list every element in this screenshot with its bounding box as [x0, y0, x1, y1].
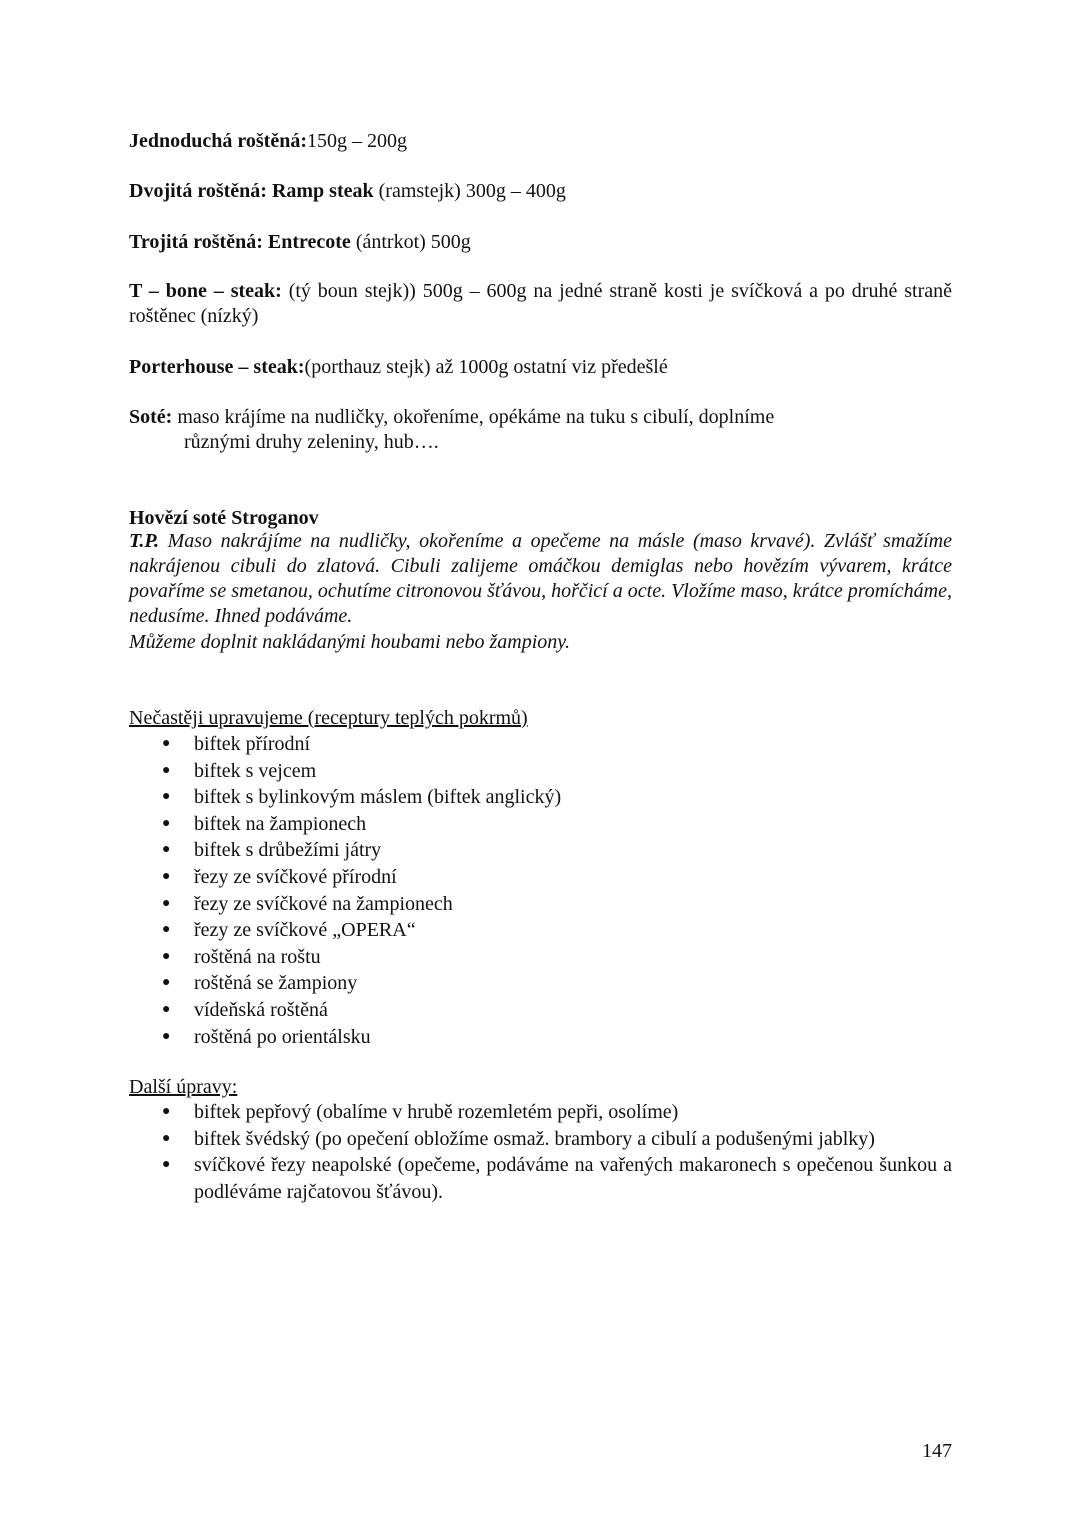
- steak-tbone-label: T – bone – steak:: [129, 280, 282, 302]
- list-item: ● biftek s drůbežími játry: [129, 837, 952, 864]
- list-item: ● roštěná na roštu: [129, 944, 952, 971]
- bullet-icon: ●: [162, 868, 171, 884]
- sote-line-2: různými druhy zeleniny, hub….: [184, 431, 439, 453]
- stroganov-text: [129, 529, 952, 629]
- list-item: ● biftek na žampionech: [129, 811, 952, 838]
- stroganov-body: Maso nakrájíme na nudličky, okořeníme a opečeme na másle (maso krvavé). Zvlášť smažíme nakrájenou cibuli do zlatová. Cibuli zalijeme omáčkou demiglas nebo hovězím vývarem, krátce povaříme se smetanou, ochutíme citronovou šťávou, hořčicí a octe. Vložíme maso, krátce promícháme, nedusíme. Ihned podáváme.: [129, 530, 952, 627]
- sote-label: Soté:: [129, 406, 173, 428]
- steak-single-label: Jednoduchá roštěná:: [129, 130, 307, 152]
- bullet-icon: ●: [162, 1157, 171, 1172]
- list-item: ● řezy ze svíčkové „OPERA“: [129, 917, 952, 944]
- bullet-icon: ●: [162, 762, 171, 778]
- bullet-icon: ●: [162, 895, 171, 911]
- list-item: ● roštěná po orientálsku: [129, 1024, 952, 1051]
- steak-tbone: [129, 279, 952, 329]
- stroganov-title: Hovězí soté Stroganov: [129, 507, 319, 529]
- steak-double: [129, 178, 566, 204]
- stroganov-tp: T.P.: [129, 530, 160, 552]
- sote-text-1: maso krájíme na nudličky, okořeníme, opékáme na tuku s cibulí, doplníme: [172, 406, 775, 428]
- list-item: ● biftek přírodní: [129, 731, 952, 758]
- bullet-icon: ●: [162, 789, 171, 805]
- steak-double-text: (ramstejk) 300g – 400g: [373, 180, 566, 202]
- steak-single: [129, 128, 407, 154]
- list-item: ● biftek pepřový (obalíme v hrubě rozemletém pepři, osolíme): [129, 1099, 952, 1126]
- bullet-icon: ●: [162, 1001, 171, 1017]
- steak-porterhouse-label: Porterhouse – steak:: [129, 356, 305, 378]
- steak-porterhouse-text: (porthauz stejk) až 1000g ostatní viz předešlé: [304, 356, 668, 378]
- steak-porterhouse: [129, 354, 668, 380]
- steak-triple-label: Trojitá roštěná:: [129, 231, 263, 253]
- bullet-icon: ●: [162, 736, 171, 751]
- list-item: ● řezy ze svíčkové na žampionech: [129, 891, 952, 918]
- bullet-icon: ●: [162, 975, 171, 991]
- bullet-icon: ●: [162, 1028, 171, 1044]
- list-item: ● vídeňská roštěná: [129, 997, 952, 1024]
- list-item: ● svíčkové řezy neapolské (opečeme, podáváme na vařených makaronech s opečenou šunkou a podléváme rajčatovou šťávou).: [162, 1154, 952, 1203]
- common-list: [129, 731, 952, 1050]
- list-item: ● řezy ze svíčkové přírodní: [129, 864, 952, 891]
- bullet-icon: ●: [162, 1130, 171, 1146]
- steak-double-label: Dvojitá roštěná:: [129, 180, 267, 202]
- steak-triple-name: Entrecote: [262, 231, 351, 253]
- bullet-icon: ●: [162, 815, 171, 831]
- steak-single-text: 150g – 200g: [307, 130, 407, 152]
- page-number: 147: [922, 1440, 952, 1462]
- list-item: ● biftek švédský (po opečení obložíme osmaž. brambory a cibulí a podušenými jablky): [129, 1126, 952, 1153]
- steak-triple: [129, 229, 471, 255]
- bullet-icon: ●: [162, 922, 171, 938]
- list-item: ● biftek s bylinkovým máslem (biftek anglický): [129, 784, 952, 811]
- steak-triple-text: (ántrkot) 500g: [350, 231, 471, 253]
- bullet-icon: ●: [162, 842, 171, 858]
- steak-double-name: Ramp steak: [266, 180, 374, 202]
- bullet-icon: ●: [162, 1104, 171, 1119]
- other-heading: Další úpravy:: [129, 1076, 238, 1098]
- common-heading: Nečastěji upravujeme (receptury teplých pokrmů): [129, 707, 528, 729]
- stroganov-extra: Můžeme doplnit nakládanými houbami nebo žampiony.: [129, 631, 571, 653]
- bullet-icon: ●: [162, 948, 171, 964]
- list-item: ● roštěná se žampiony: [129, 970, 952, 997]
- steak-tbone-text: (tý boun stejk)) 500g – 600g na jedné straně kosti je svíčková a po druhé straně roštěnec (nízký): [129, 280, 952, 327]
- list-item: ● biftek s vejcem: [129, 758, 952, 785]
- sote-line-1: [129, 404, 774, 430]
- other-list: [129, 1099, 952, 1205]
